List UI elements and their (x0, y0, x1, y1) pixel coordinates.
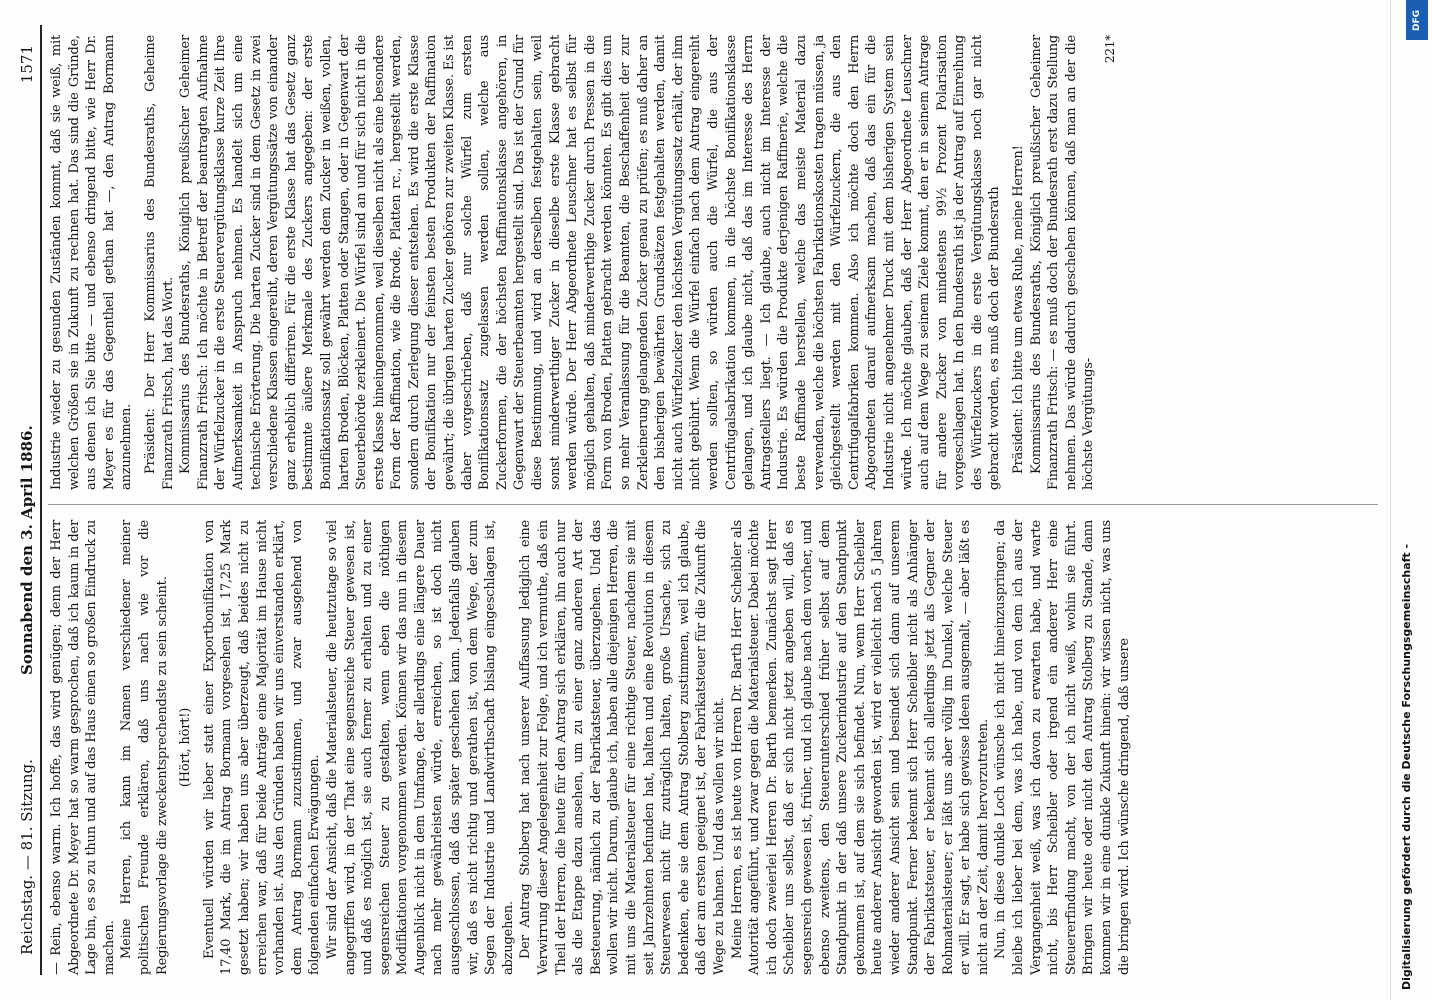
paragraph: Industrie wieder zu gesunden Zuständen kommt, daß sie weiß, mit welchen Größen sie in Zukunft zu rechnen hat. Das sind die Gründe, aus denen ich Sie bitte — und ebenso dringend bitte, wie Herr Dr. Meyer es für das Gegentheil gethan hat —, den Antrag Bormann anzunehmen. (49, 35, 135, 490)
paragraph: — Rein, ebenso warm. Ich hoffe, das wird genügen; denn der Herr Abgeordnete Dr. Meyer hat so warm gesprochen, daß ich kaum in der Lage bin, es so zu thun und auf das Haus einen so großen Eindruck zu machen. (49, 520, 117, 975)
digitization-note: Digitalisierung gefördert durch die Deutsche Forschungsgemeinschaft - (1400, 543, 1413, 990)
paragraph: Der Antrag Stolberg hat nach unserer Auffassung lediglich eine Verwirrung dieser Angelegenheit zur Folge, und ich vermuthe, daß ein Theil der Herren, die heute für den Antrag sich erklären, ihn auch nur als die Etappe dazu ansehen, um zu einer ganz anderen Art der Besteuerung, nämlich zu der Fabrikatsteuer, überzugehen. Und das wollen wir nicht. Darum, glaube ich, haben alle diejenigen Herren, die mit uns die Materialsteuer für eine richtige Steuer, nachdem sie mit seit Jahrzehnten befunden hat, halten und eine Revolution in diesem Steuerwesen nicht für zuträglich halten, große Ursache, sich zu bedenken, ehe sie dem Antrag Stolberg zustimmen, weil ich glaube, daß der am ersten geeignet ist, der Fabrikatsteuer für die Zukunft die Wege zu bahnen. Und das wollen wir nicht. (518, 520, 727, 975)
interjection: (Hört, hört!) (178, 707, 194, 788)
text-column-left (48, 520, 1133, 975)
speaker-paragraph: Präsident: Ich bitte um etwas Ruhe, meine Herren! (1011, 145, 1027, 474)
paragraph: Eventuell würden wir lieber statt einer Exportbonifikation von 17,40 Mark, die im Antrag Bormann vorgesehen ist, 17,25 Mark gesetzt haben; wir haben uns aber überzeugt, daß beides nicht zu erreichen war, daß für beide Anträge eine Majorität im Hause nicht vorhanden ist. Aus den Gründen haben wir uns einverstanden erklärt, dem Antrag Bormann zuzustimmen, und zwar ausgehend von folgenden einfachen Erwägungen. (201, 520, 323, 975)
page-header (16, 25, 42, 975)
paragraph: Wir sind der Ansicht, daß die Materialsteuer, die heutzutage so viel angegriffen wird, in der That eine segensreiche Steuer gewesen ist, und daß es möglich ist, sie auch ferner zu erhalten und zu einer segensreichen Steuer zu gestalten, wenn eben die nöthigen Modifikationen vorgenommen werden. Können wir das nun in diesem Augenblick nicht in dem Umfange, der allerdings eine längere Dauer nach mehr gewährleisten würde, erreichen, so ist doch nicht ausgeschlossen, daß das später geschehen kann. Jedenfalls glauben wir, daß es nicht richtig und gerathen ist, von dem Wege, der zum Segen der Industrie und Landwirthschaft bislang eingeschlagen ist, abzugehen. (324, 520, 516, 975)
paragraph: Meine Herren, ich kann im Namen verschiedener meiner politischen Freunde erklären, daß uns nach wie vor die Regierungsvorlage die zweckentsprechendste zu sein scheint. (119, 520, 170, 975)
header-left: Reichstag. — 81. Sitzung. (18, 759, 36, 955)
rotated-document-page (16, 25, 1396, 975)
paragraph: Meine Herren, es ist heute von Herren Dr. Barth Herr Scheibler als Autorität angeführt, und zwar gegen die Materialsteuer. Dabei möchte ich doch zweierlei Herren Dr. Barth bemerken. Zunächst sagt Herr Scheibler uns selbst, daß er sich nicht jetzt angeben will, daß es segensreich gewesen ist, früher, und ich glaube nach dem vorher, und ebenso zweitens, den Steuerunterschied früher selbst auf dem Standpunkt in der daß unsere Zuckerindustrie auf den Standpunkt gekommen ist, auf dem sie sich befindet. Nun, wenn Herr Scheibler heute anderer Ansicht geworden ist, wird er vielleicht nach 5 Jahren wieder anderer Ansicht sein und besindet sich dann auf unserem Standpunkt. Ferner bekennt sich Herr Scheibler nicht als Anhänger der Fabrikatsteuer, er bekennt sich allerdings jetzt als Gegner der Rohmaterialsteuer; er läßt uns aber völlig im Dunkel, welche Steuer er will. Er sagt, er habe sich gewisse Ideen ausgemalt, — aber läßt es nicht an der Zeit, damit hervorzutreten. (729, 520, 991, 975)
page-number: 1571 (18, 45, 36, 84)
column-divider (48, 504, 1378, 505)
scan-edge (1390, 0, 1391, 1000)
paragraph: Nun, in diese dunkle Loch wünsche ich nicht hineinzuspringen; da bleibe ich lieber bei dem, was ich habe, und von dem ich aus der Vergangenheit weiß, was ich davon zu erwarten habe, und warte nicht, bis Herr Scheibler oder irgend ein anderer Herr eine Steuererfindung macht, von der ich nicht weiß, wohin sie führt. Bringen wir heute oder nicht den Antrag Stolberg zu Stande, dann kommen wir in eine dunkle Zukunft hinein: wir wissen nicht, was uns die bringen wird. Ich wünsche dringend, daß unsere (993, 520, 1132, 975)
sheet-signature: 221* (1103, 35, 1118, 64)
paragraph: Kommissarius des Bundesraths, Königlich preußischer Geheimer Finanzrath Fritsch: — es muß doch der Bundesrath erst dazu Stellung nehmen. Das würde dadurch geschehen können, daß man an der die höchste Vergütungs- (1028, 35, 1097, 490)
paragraph: Kommissarius des Bundesraths, Königlich preußischer Geheimer Finanzrath Fritsch: Ich möchte in Betreff der beantragten Aufnahme der Würfelzucker in die erste Steuervergütungsklasse kurze Zeit Ihre Aufmerksamkeit in Anspruch nehmen. Es handelt sich um eine technische Erörterung. Die harten Zucker sind in dem Gesetz in zwei verschiedene Klassen eingereiht, deren Vergütungssätze von einander ganz erheblich differiren. Für die erste Klasse hat das Gesetz ganz bestimmte äußere Merkmale des Zuckers angegeben: der erste Bonifikationssatz soll gewährt werden dem Zucker in weißen, vollen, harten Broden, Blöcken, Platten oder Stangen, oder in Gegenwart der Steuerbehörde zerkleinert. Die Würfel sind an und für sich nicht in die erste Klasse hineingenommen, weil dieselben nicht als eine besondere Form der Raffination, wie die Brode, Platten rc., hergestellt werden, sondern durch Zerlegung dieser entstehen. Es wird die erste Klasse der Bonifikation nur der feinsten besten Produkten der Raffination gewährt; die übrigen harten Zucker gehören zur zweiten Klasse. Es ist daher vorgeschrieben, daß nur solche Würfel zum ersten Bonifikationssatz zugelassen werden sollen, welche aus Zuckerformen, die der höchsten Raffinationsklasse angehören, in Gegenwart der Steuerbeamten hergestellt sind. Das ist der Grund für diese Bestimmung, und wird an derselben festgehalten sein, weil sonst minderwerthiger Zucker in dieselbe erste Klasse gebracht werden würde. Der Herr Abgeordnete Leuschner hat es selbst für möglich gehalten, daß minderwerthige Zucker durch Pressen in die Form von Broden, Platten gebracht werden könnten. Es gibt dies um so mehr Veranlassung für die Beamten, die Beschaffenheit der zur Zerkleinerung gelangenden Zucker genau zu prüfen; es muß daher an den bisherigen bewährten Grundsätzen festgehalten werden, damit nicht auch Würfelzucker den höchsten Vergütungssatz erhält, der ihm nicht gebührt. Wenn die Würfel einfach nach dem Antrag eingereiht werden sollten, so würden auch die Würfel, die aus der Centrifugalsabrikation kommen, in die höchste Bonifikationsklasse gelangen, und ich glaube nicht, daß das im Interesse des Herrn Antragstellers liegt. — Ich glaube, auch nicht im Interesse der Industrie. Es würden die Produkte derjenigen Raffinerie, welche die beste Raffinade herstellen, welche das meiste Material dazu verwenden, welche die höchsten Fabrikationskosten tragen müssen, ja gleichgestellt werden mit den Würfelzuckern, die aus den Centrifugalfabriken kommen. Also ich möchte doch den Herrn Abgeordneten darauf aufmerksam machen, daß das ein für die Industrie nicht angenehmer Druck mit dem bisherigen System sein würde. Ich möchte glauben, daß der Herr Abgeordnete Leuschner auch auf dem Wege zu seinem Ziele kommt, den er in seinem Antrage für andere Zucker von mindestens 99½ Prozent Polarisation vorgeschlagen hat. In den Bundesrath ist ja der Antrag auf Einreihung des Würfelzuckers in die erste Vergütungsklasse noch gar nicht gebracht worden, es muß doch der Bundesrath (178, 35, 1003, 490)
header-date: Sonnabend den 3. April 1886. (18, 425, 36, 675)
speaker-paragraph: Präsident: Der Herr Kommissarius des Bundesraths, Geheime Finanzrath Fritsch, hat das Wort. (142, 35, 176, 490)
dfg-logo: DFG (1406, 0, 1428, 40)
text-column-right (48, 35, 1120, 490)
